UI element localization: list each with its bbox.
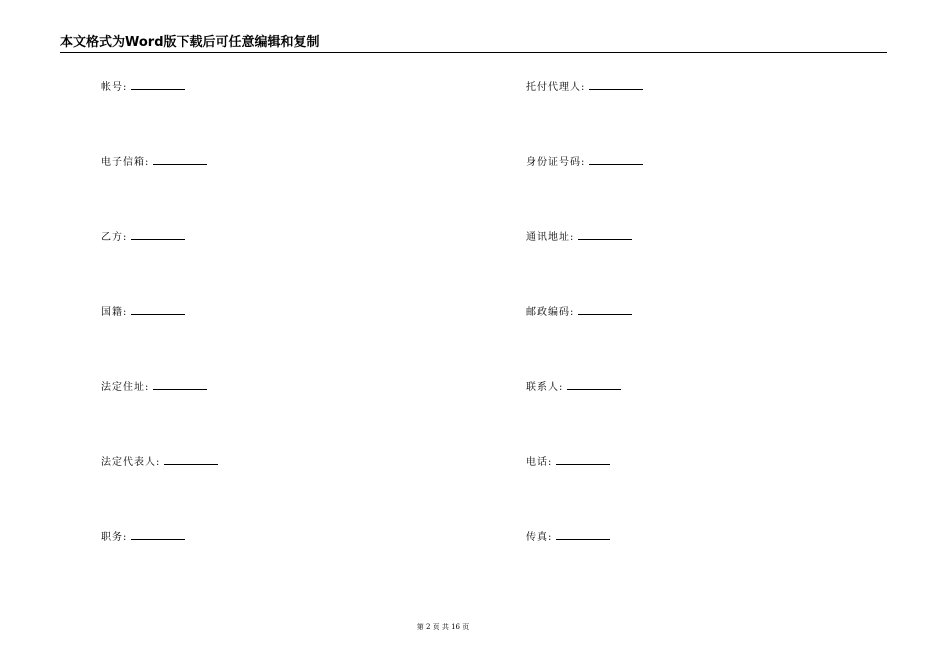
legal-address-field [101, 379, 207, 395]
contact-person-field [526, 379, 621, 395]
account-blank[interactable] [131, 79, 185, 90]
party-b-blank[interactable] [131, 229, 185, 240]
account-label: 帐号: [101, 82, 128, 93]
position-field [101, 529, 185, 545]
mailing-address-label: 通讯地址: [526, 232, 575, 243]
nationality-field [101, 304, 185, 320]
page-header-title: 本文格式为Word版下载后可任意编辑和复制 [60, 35, 320, 50]
position-blank[interactable] [131, 529, 185, 540]
postal-code-blank[interactable] [578, 304, 632, 315]
email-label: 电子信箱: [101, 157, 150, 168]
id-number-field [526, 154, 643, 170]
contact-person-blank[interactable] [567, 379, 621, 390]
party-b-field [101, 229, 185, 245]
phone-blank[interactable] [556, 454, 610, 465]
email-blank[interactable] [153, 154, 207, 165]
page-number-footer: 第 2 页 共 16 页 [416, 623, 470, 631]
nationality-blank[interactable] [131, 304, 185, 315]
party-b-label: 乙方: [101, 232, 128, 243]
legal-address-label: 法定住址: [101, 382, 150, 393]
position-label: 职务: [101, 532, 128, 543]
phone-label: 电话: [526, 457, 553, 468]
header-rule [60, 52, 887, 53]
id-number-label: 身份证号码: [526, 157, 586, 168]
fax-blank[interactable] [556, 529, 610, 540]
phone-field [526, 454, 610, 470]
legal-address-blank[interactable] [153, 379, 207, 390]
id-number-blank[interactable] [589, 154, 643, 165]
account-field [101, 79, 185, 95]
agent-field [526, 79, 643, 95]
legal-representative-blank[interactable] [164, 454, 218, 465]
agent-label: 托付代理人: [526, 82, 586, 93]
mailing-address-blank[interactable] [578, 229, 632, 240]
postal-code-field [526, 304, 632, 320]
legal-representative-field [101, 454, 218, 470]
fax-field [526, 529, 610, 545]
email-field [101, 154, 207, 170]
contact-person-label: 联系人: [526, 382, 564, 393]
agent-blank[interactable] [589, 79, 643, 90]
mailing-address-field [526, 229, 632, 245]
nationality-label: 国籍: [101, 307, 128, 318]
legal-representative-label: 法定代表人: [101, 457, 161, 468]
postal-code-label: 邮政编码: [526, 307, 575, 318]
fax-label: 传真: [526, 532, 553, 543]
